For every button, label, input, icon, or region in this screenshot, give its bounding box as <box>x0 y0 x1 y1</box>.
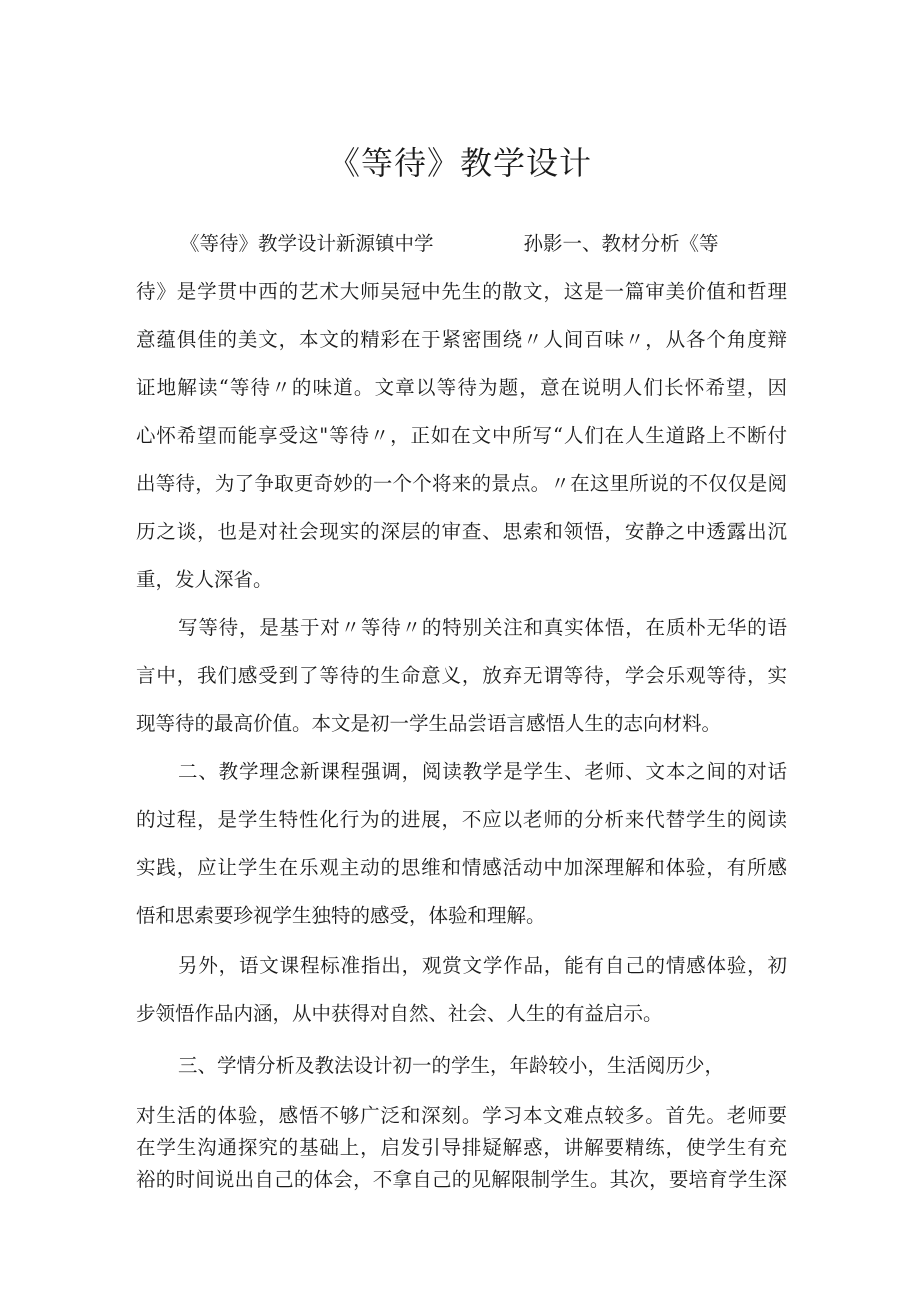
paragraph-5-line: 对生活的体验，感悟不够广泛和深刻。学习本文难点较多。首先。老师要 <box>136 1104 787 1127</box>
document-title: 《等待》教学设计 <box>327 144 592 182</box>
paragraph-2-line: 言中，我们感受到了等待的生命意义，放弃无谓等待，学会乐观等待，实 <box>136 664 787 687</box>
paragraph-1-line: 心怀希望而能享受这"等待〃，正如在文中所写“人们在人生道路上不断付 <box>136 424 787 447</box>
paragraph-4-line: 步领悟作品内涵，从中获得对自然、社会、人生的有益启示。 <box>136 1002 663 1025</box>
paragraph-1-line: 历之谈，也是对社会现实的深层的审查、思索和领悟，安静之中透露出沉 <box>136 520 787 543</box>
paragraph-5-line: 在学生沟通探究的基础上，启发引导排疑解惑，讲解要精练，使学生有充 <box>136 1136 787 1159</box>
paragraph-1-line: 证地解读“等待〃的味道。文章以等待为题，意在说明人们长怀希望，因 <box>136 376 787 399</box>
paragraph-1-line: 出等待，为了争取更奇妙的一个个将来的景点。〃在这里所说的不仅仅是阅 <box>136 472 787 495</box>
header-line <box>180 228 740 256</box>
paragraph-3-line: 实践，应让学生在乐观主动的思维和情感活动中加深理解和体验，有所感 <box>136 856 787 879</box>
paragraph-2-line: 写等待，是基于对〃等待〃的特别关注和真实体悟，在质朴无华的语 <box>178 616 787 639</box>
paragraph-1-line: 意蕴俱佳的美文，本文的精彩在于紧密围绕〃人间百味〃，从各个角度辩 <box>136 328 787 351</box>
paragraph-1-line: 重，发人深省。 <box>136 568 273 591</box>
paragraph-3-line: 二、教学理念新课程强调，阅读教学是学生、老师、文本之间的对话 <box>178 760 787 783</box>
paragraph-1-line: 待》是学贯中西的艺术大师吴冠中先生的散文，这是一篇审美价值和哲理 <box>136 280 787 303</box>
paragraph-3-line: 的过程，是学生特性化行为的进展，不应以老师的分析来代替学生的阅读 <box>136 808 787 831</box>
paragraph-3-line: 悟和思索要珍视学生独特的感受，体验和理解。 <box>136 904 546 927</box>
header-left: 《等待》教学设计新源镇中学 <box>180 232 434 255</box>
paragraph-2-line: 现等待的最高价值。本文是初一学生品尝语言感悟人生的志向材料。 <box>136 712 722 735</box>
paragraph-4-line: 另外，语文课程标准指出，观赏文学作品，能有自己的情感体验，初 <box>178 954 787 977</box>
paragraph-5-first-line: 三、学情分析及教法设计初一的学生，年龄较小，生活阅历少， <box>178 1054 725 1077</box>
header-right: 孙影一、教材分析《等 <box>523 232 719 255</box>
paragraph-5-line: 裕的时间说出自己的体会，不拿自己的见解限制学生。其次，要培育学生深 <box>136 1168 787 1191</box>
